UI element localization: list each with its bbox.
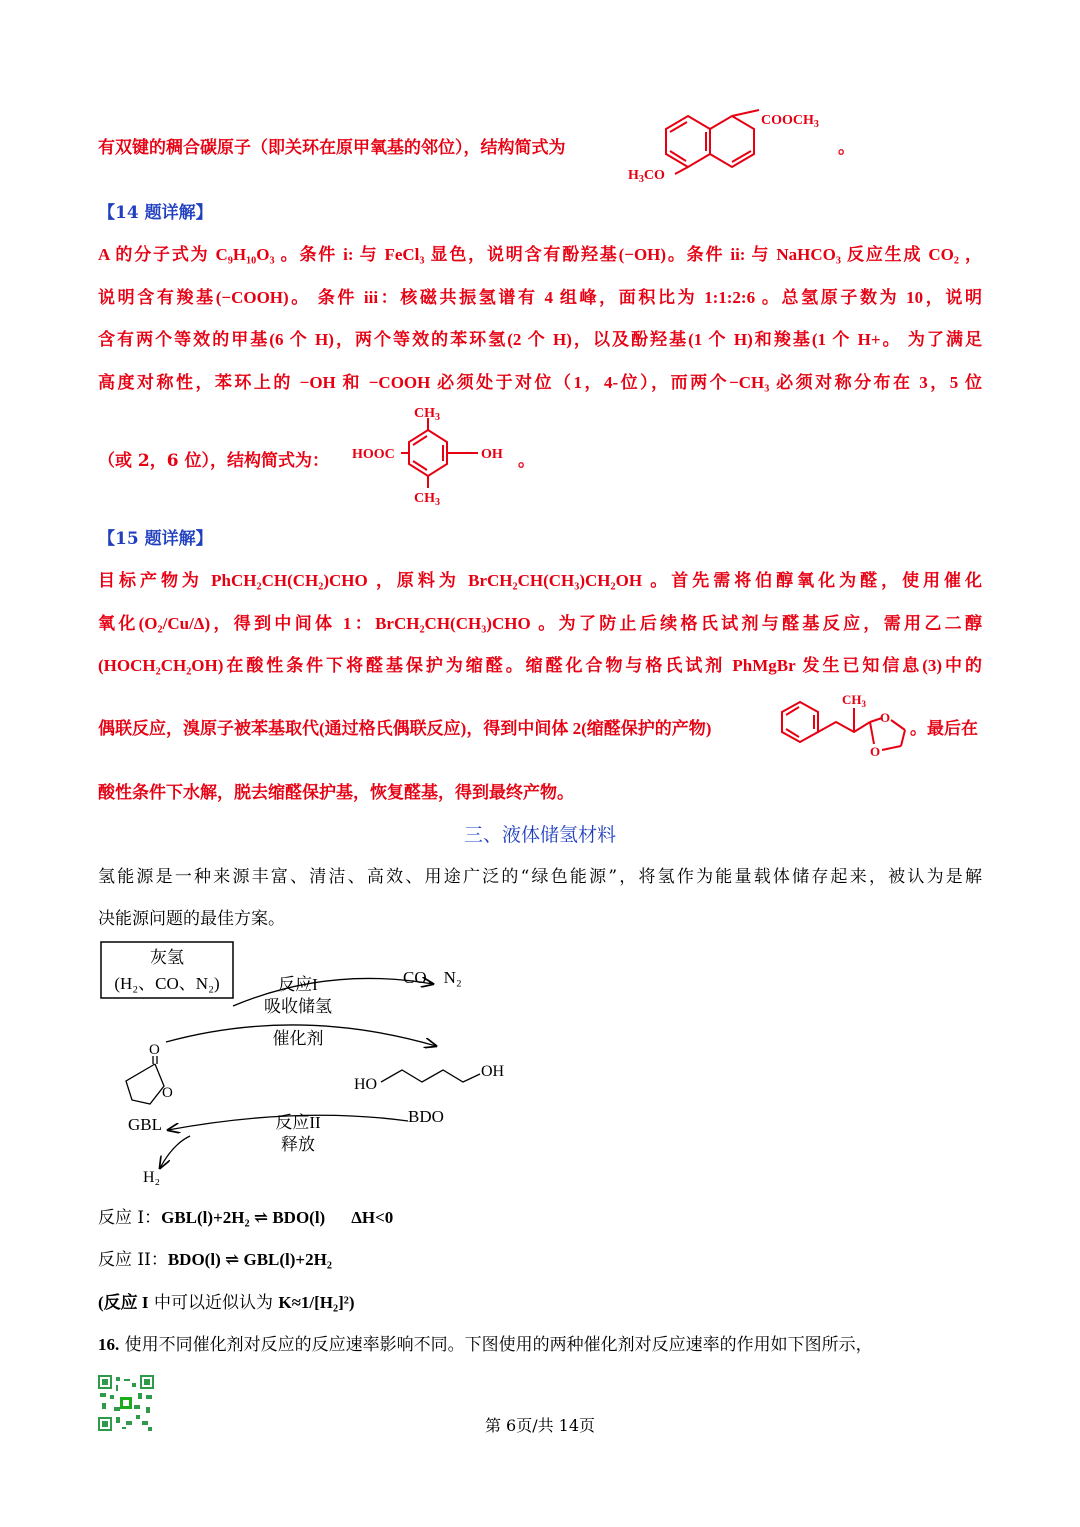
methoxy-dihydronaphthalene-ester-structure: [625, 100, 855, 190]
q15-line-4: 偶联反应，溴原子被苯基取代(通过格氏偶联反应)，得到中间体 2(缩醛保护的产物): [98, 719, 712, 738]
eq2-label: 反应 II：: [98, 1250, 168, 1270]
q15-line-3: (HOCH₂CH₂OH)在酸性条件下将醛基保护为缩醛。缩醛化合物与格氏试剂 PhMgBr 发生已知信息(3)中的: [98, 656, 982, 675]
h2-label: H₂: [143, 1169, 161, 1186]
q14-end-mark: 。: [518, 451, 535, 471]
bdo-chain: [381, 1070, 480, 1082]
equation-1: [98, 1203, 982, 1228]
methyl-top-sub: 3: [435, 412, 440, 423]
reaction-2-label: 反应II: [275, 1113, 321, 1132]
q16-number: 16.: [98, 1335, 120, 1354]
q15-heading: 【15 题详解】: [98, 529, 213, 549]
carboxyl-label: HOOC: [352, 447, 395, 462]
reaction-1-desc: 吸收储氢: [264, 997, 332, 1016]
gbl-carbonyl-o: O: [149, 1042, 160, 1058]
gbl-ring-o: O: [162, 1085, 173, 1101]
q15-line-1: 目标产物为 PhCH₂CH(CH₂)CHO ，原料为 BrCH₂CH(CH₃)CH₂OH 。首先需将伯醇氧化为醛，使用催化: [98, 571, 982, 590]
note-k: K≈1/[H₂]²): [278, 1293, 355, 1312]
eq1-dh: ΔH<0: [351, 1208, 394, 1227]
gbl-structure: [126, 1056, 164, 1104]
ester-sub: 3: [813, 119, 819, 130]
acetal-o-bottom: O: [870, 744, 881, 759]
equation-2: [98, 1245, 982, 1270]
methoxy-co: CO: [643, 168, 665, 183]
acetal-intermediate-structure: [778, 684, 922, 764]
svg-text:COOCH3: [761, 113, 819, 130]
box-title: 灰氢: [150, 948, 184, 967]
methoxy-sub: 3: [638, 174, 644, 185]
q14-line-2: 说明含有羧基(−COOH)。 条件 iii：核磁共振氢谱有 4 组峰，面积比为 1:1:2:6 。总氢原子数为 10，说明: [98, 288, 982, 307]
svg-text:CH3: [414, 406, 440, 423]
methyl-bottom-sub: 3: [435, 497, 440, 508]
q14-line-3: 含有两个等效的甲基(6 个 H)，两个等效的苯环氢(2 个 H)，以及酚羟基(1 个 H)和羧基(1 个 H+。 为了满足: [98, 330, 982, 349]
dimethyl-hydroxybenzoic-acid-structure: [348, 402, 518, 510]
q15-line-2: 氧化(O₂/Cu/Δ)，得到中间体 1：BrCH₂CH(CH₃)CHO 。为了防止后续格氏试剂与醛基反应，需用乙二醇: [98, 614, 982, 633]
methoxy-h: H: [628, 168, 639, 183]
section-title: 三、液体储氢材料: [463, 824, 616, 846]
reaction-2-desc: 释放: [281, 1135, 315, 1154]
q14-last-line: （或 2，6 位），结构简式为：: [98, 451, 329, 471]
q15-last-line: 酸性条件下水解，脱去缩醛保护基，恢复醛基，得到最终产物。: [98, 783, 574, 803]
hydroxyl-label: OH: [481, 447, 503, 462]
note-mid: 中可以近似认为: [148, 1293, 279, 1313]
section-intro-line-1: 氢能源是一种来源丰富、清洁、高效、用途广泛的“绿色能源”，将氢作为能量载体储存起来，被认为是解: [98, 867, 982, 887]
bdo-ho: HO: [354, 1076, 378, 1093]
reaction-1-label: 反应I: [278, 975, 318, 994]
methyl-top: CH: [414, 406, 435, 421]
q13-end-mark: 。: [838, 138, 855, 158]
q13-conclusion-text: 有双键的稠合碳原子（即关环在原甲氧基的邻位），结构简式为: [98, 138, 566, 158]
section-intro-line-2: 决能源问题的最佳方案。: [98, 909, 285, 929]
q14-line-4: 高度对称性，苯环上的 −OH 和 −COOH 必须处于对位（1，4-位），而两个−CH₃ 必须对称分布在 3，5 位: [98, 373, 982, 392]
arrow-to-h2: [160, 1136, 190, 1168]
box-content: (H₂、CO、N₂): [114, 974, 220, 993]
q14-line-1: A 的分子式为 C₉H₁₀O₃ 。条件 i: 与 FeCl₃ 显色，说明含有酚羟基(−OH)。条件 ii: 与 NaHCO₃ 反应生成 CO₂ ，: [98, 245, 982, 264]
hydrogen-storage-scheme: [98, 936, 528, 1190]
q15-line-4-end: 。最后在: [910, 719, 978, 739]
acetal-methyl: CH: [842, 692, 862, 707]
svg-text:CH3: [842, 692, 867, 709]
gbl-label: GBL: [128, 1115, 162, 1134]
note-i: I: [141, 1293, 149, 1312]
eq2-body: BDO(l) ⇌ GBL(l)+2H₂: [167, 1250, 332, 1269]
q16-text: 使用不同催化剂对反应的反应速率影响不同。下图使用的两种催化剂对反应速率的作用如下图所示，: [124, 1335, 873, 1355]
eq1-body: GBL(l)+2H₂ ⇌ BDO(l): [161, 1208, 326, 1227]
q14-heading: 【14 题详解】: [98, 203, 213, 223]
bdo-oh: OH: [481, 1063, 505, 1080]
eq1-label: 反应 I：: [98, 1208, 162, 1228]
equilibrium-note: [98, 1288, 982, 1313]
svg-text:CH3: [414, 491, 440, 508]
acetal-methyl-sub: 3: [861, 699, 866, 709]
svg-text:H3CO: [628, 168, 665, 185]
ester-label: COOCH: [761, 113, 814, 128]
byproducts-label: CO、N₂: [403, 968, 462, 987]
catalyst-label: 催化剂: [272, 1029, 324, 1048]
q16-line: [98, 1330, 982, 1355]
bdo-label: BDO: [408, 1107, 444, 1126]
page-footer: 第 6页/共 14页: [484, 1416, 596, 1435]
note-prefix: (反应: [98, 1293, 142, 1312]
methyl-bottom: CH: [414, 491, 435, 506]
acetal-o-top: O: [880, 710, 891, 725]
